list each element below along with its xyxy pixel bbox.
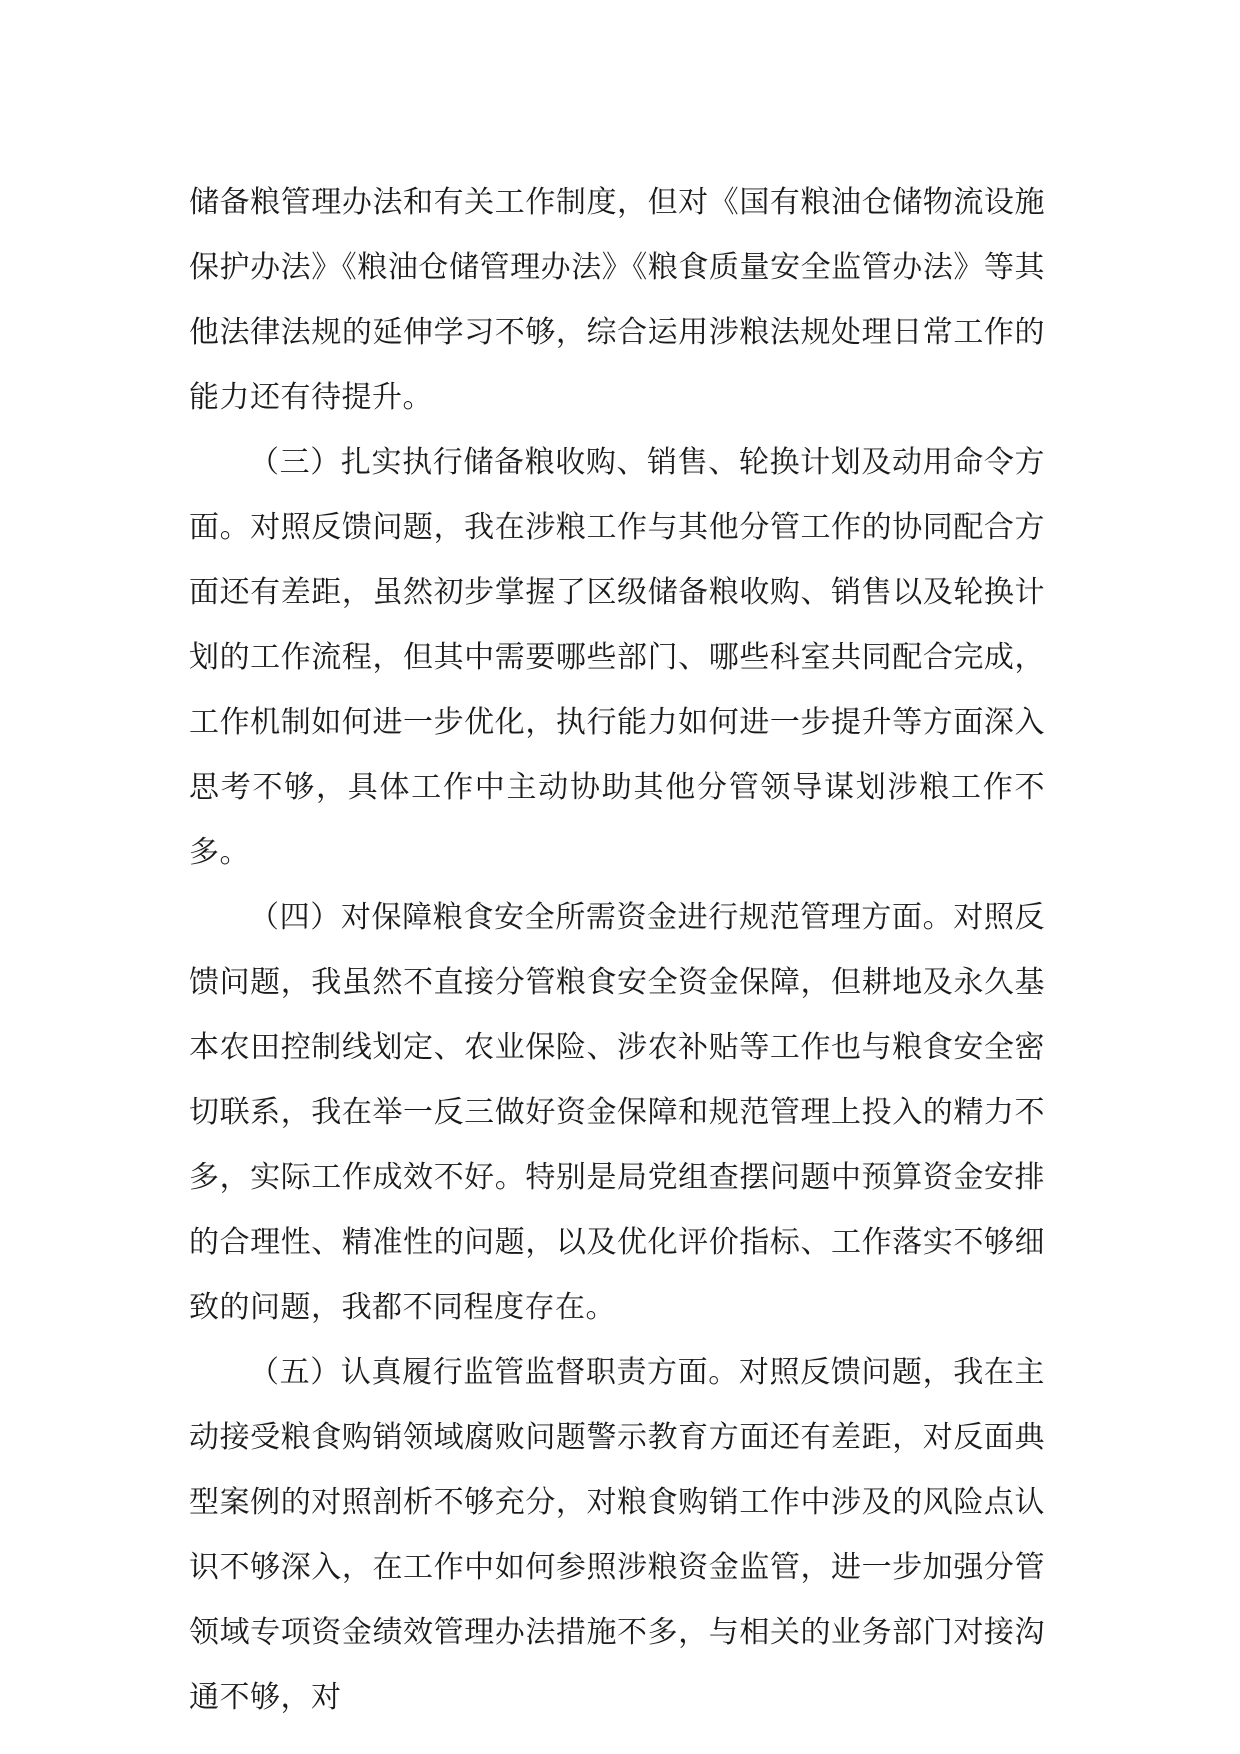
- document-body: [189, 170, 1045, 1730]
- paragraph-section-4: （四）对保障粮食安全所需资金进行规范管理方面。对照反馈问题，我虽然不直接分管粮食安全资金保障，但耕地及永久基本农田控制线划定、农业保险、涉农补贴等工作也与粮食安全密切联系，我在举一反三做好资金保障和规范管理上投入的精力不多，实际工作成效不好。特别是局党组查摆问题中预算资金安排的合理性、精准性的问题，以及优化评价指标、工作落实不够细致的问题，我都不同程度存在。: [189, 900, 1045, 1325]
- paragraph-section-5: （五）认真履行监管监督职责方面。对照反馈问题，我在主动接受粮食购销领域腐败问题警示教育方面还有差距，对反面典型案例的对照剖析不够充分，对粮食购销工作中涉及的风险点认识不够深入，在工作中如何参照涉粮资金监管，进一步加强分管领域专项资金绩效管理办法措施不多，与相关的业务部门对接沟通不够，对: [189, 1355, 1045, 1715]
- paragraph-continued: 储备粮管理办法和有关工作制度，但对《国有粮油仓储物流设施保护办法》《粮油仓储管理办法》《粮食质量安全监管办法》等其他法律法规的延伸学习不够，综合运用涉粮法规处理日常工作的能力还有待提升。: [189, 185, 1045, 415]
- paragraph-section-3: （三）扎实执行储备粮收购、销售、轮换计划及动用命令方面。对照反馈问题，我在涉粮工作与其他分管工作的协同配合方面还有差距，虽然初步掌握了区级储备粮收购、销售以及轮换计划的工作流程，但其中需要哪些部门、哪些科室共同配合完成，工作机制如何进一步优化，执行能力如何进一步提升等方面深入思考不够，具体工作中主动协助其他分管领导谋划涉粮工作不多。: [189, 445, 1045, 870]
